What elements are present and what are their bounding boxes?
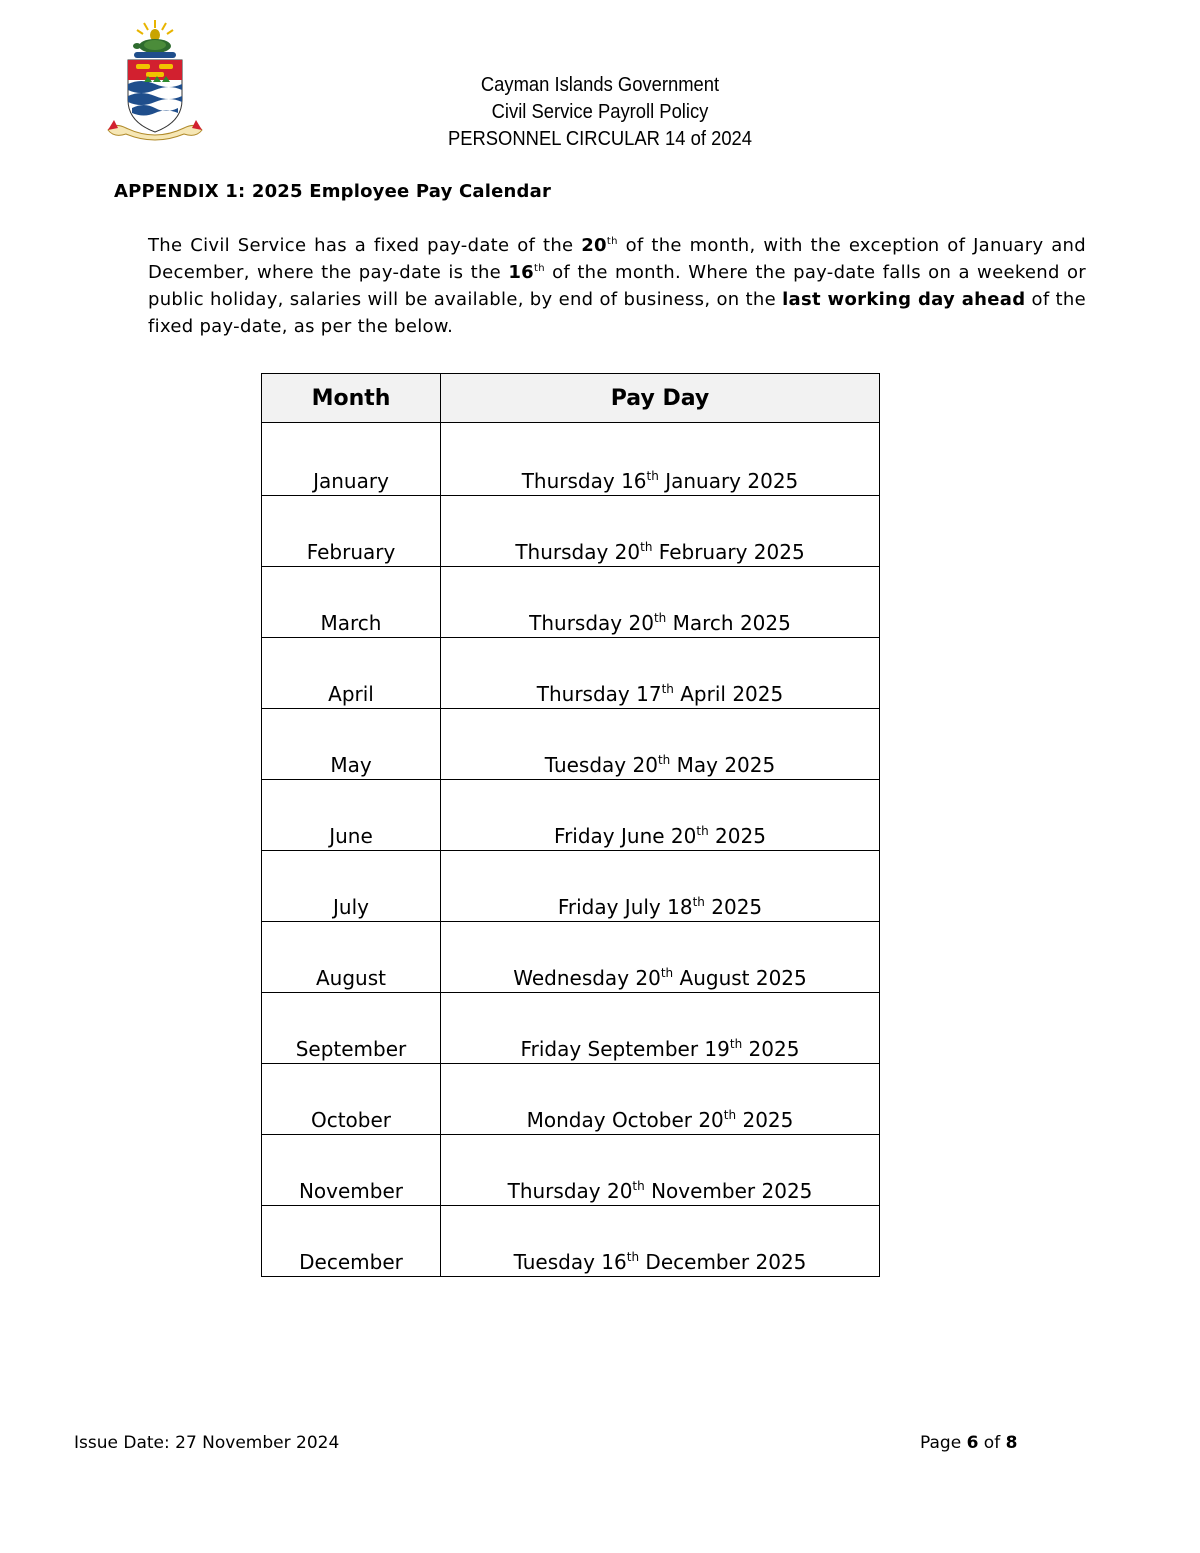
- payday-cell: [441, 567, 880, 638]
- payday-text: February 2025: [652, 540, 805, 564]
- payday-text: Thursday 17: [536, 682, 662, 706]
- payday-ordinal: th: [632, 1179, 645, 1193]
- intro-bold-phrase: last working day ahead: [782, 289, 1026, 310]
- intro-sup: th: [606, 236, 618, 247]
- payday-text: Thursday 20: [515, 540, 641, 564]
- page-mid: of: [978, 1433, 1006, 1453]
- payday-text: Tuesday 20: [544, 753, 658, 777]
- payday-text: Friday June 20: [554, 824, 697, 848]
- month-cell: March: [262, 567, 441, 638]
- page-prefix: Page: [920, 1433, 967, 1453]
- payday-text: Wednesday 20: [513, 966, 661, 990]
- intro-text: The Civil Service has a fixed pay-date of the: [148, 235, 582, 256]
- payday-cell: [441, 1135, 880, 1206]
- payday-ordinal: th: [646, 469, 659, 483]
- payday-text: Monday October 20: [526, 1108, 724, 1132]
- payday-text: Thursday 20: [529, 611, 654, 635]
- payday-ordinal: th: [729, 1037, 743, 1051]
- page-current: 6: [966, 1433, 979, 1453]
- table-row: [262, 496, 880, 567]
- month-cell: August: [262, 922, 441, 993]
- payday-ordinal: th: [692, 895, 705, 909]
- column-header-payday: Pay Day: [441, 374, 880, 423]
- appendix-title: APPENDIX 1: 2025 Employee Pay Calendar: [114, 181, 552, 202]
- month-cell: December: [262, 1206, 441, 1277]
- document-header: [324, 72, 876, 153]
- payday-ordinal: th: [626, 1250, 640, 1264]
- intro-bold-day: 16: [508, 262, 534, 283]
- table-row: [262, 709, 880, 780]
- intro-sup: th: [533, 263, 545, 274]
- header-circular: PERSONNEL CIRCULAR 14 of 2024: [447, 128, 753, 150]
- month-cell: October: [262, 1064, 441, 1135]
- table-header-row: [262, 374, 880, 423]
- table-row: [262, 993, 880, 1064]
- intro-text: of the month, with the exception of January and December, where the pay-date is the: [148, 235, 1086, 283]
- payday-cell: [441, 1064, 880, 1135]
- payday-text: 2025: [742, 1037, 800, 1061]
- month-cell: September: [262, 993, 441, 1064]
- month-cell: November: [262, 1135, 441, 1206]
- payday-ordinal: th: [653, 611, 667, 625]
- header-government: Cayman Islands Government: [480, 74, 720, 96]
- month-cell: July: [262, 851, 441, 922]
- month-cell: January: [262, 423, 441, 496]
- payday-text: 2025: [708, 824, 766, 848]
- payday-text: May 2025: [670, 753, 776, 777]
- table-body: [262, 423, 880, 1277]
- payday-text: Tuesday 16: [513, 1250, 627, 1274]
- payday-cell: [441, 780, 880, 851]
- header-policy: Civil Service Payroll Policy: [491, 101, 709, 123]
- payday-cell: [441, 851, 880, 922]
- payday-ordinal: th: [660, 966, 674, 980]
- month-cell: May: [262, 709, 441, 780]
- payday-text: January 2025: [658, 469, 799, 493]
- payday-text: Friday July 18: [557, 895, 693, 919]
- month-cell: June: [262, 780, 441, 851]
- table-row: [262, 851, 880, 922]
- intro-text: of the fixed pay-date, as per the below.: [148, 289, 1086, 337]
- column-header-month: Month: [262, 374, 441, 423]
- payday-text: April 2025: [673, 682, 784, 706]
- table-row: [262, 1135, 880, 1206]
- payday-ordinal: th: [640, 540, 653, 554]
- intro-bold-day: 20: [581, 235, 607, 256]
- payday-text: 2025: [736, 1108, 794, 1132]
- intro-text: of the month. Where the pay-date falls on a weekend or public holiday, salaries will be available, by end of business, on the: [148, 262, 1086, 310]
- table-row: [262, 638, 880, 709]
- payday-text: November 2025: [644, 1179, 813, 1203]
- payday-text: August 2025: [673, 966, 807, 990]
- table-row: [262, 1206, 880, 1277]
- issue-date: Issue Date: 27 November 2024: [74, 1433, 340, 1453]
- table-row: [262, 780, 880, 851]
- table-row: [262, 922, 880, 993]
- table-row: [262, 423, 880, 496]
- payday-text: 2025: [704, 895, 763, 919]
- payday-cell: [441, 709, 880, 780]
- payday-ordinal: th: [723, 1108, 737, 1122]
- payday-cell: [441, 423, 880, 496]
- month-cell: February: [262, 496, 441, 567]
- payday-text: Thursday 16: [521, 469, 647, 493]
- page-number: [920, 1433, 1017, 1453]
- payday-cell: [441, 496, 880, 567]
- payday-ordinal: th: [696, 824, 709, 838]
- month-cell: April: [262, 638, 441, 709]
- pay-calendar-table: [261, 373, 880, 1277]
- table-row: [262, 567, 880, 638]
- intro-paragraph: [148, 232, 1086, 340]
- payday-cell: [441, 993, 880, 1064]
- cayman-islands-coat-of-arms-icon: [104, 18, 206, 144]
- payday-text: March 2025: [666, 611, 791, 635]
- payday-cell: [441, 922, 880, 993]
- payday-text: December 2025: [639, 1250, 807, 1274]
- payday-text: Thursday 20: [507, 1179, 633, 1203]
- payday-ordinal: th: [657, 753, 671, 767]
- payday-ordinal: th: [661, 682, 674, 696]
- payday-cell: [441, 1206, 880, 1277]
- table-row: [262, 1064, 880, 1135]
- payday-cell: [441, 638, 880, 709]
- payday-text: Friday September 19: [520, 1037, 730, 1061]
- page-total: 8: [1005, 1433, 1018, 1453]
